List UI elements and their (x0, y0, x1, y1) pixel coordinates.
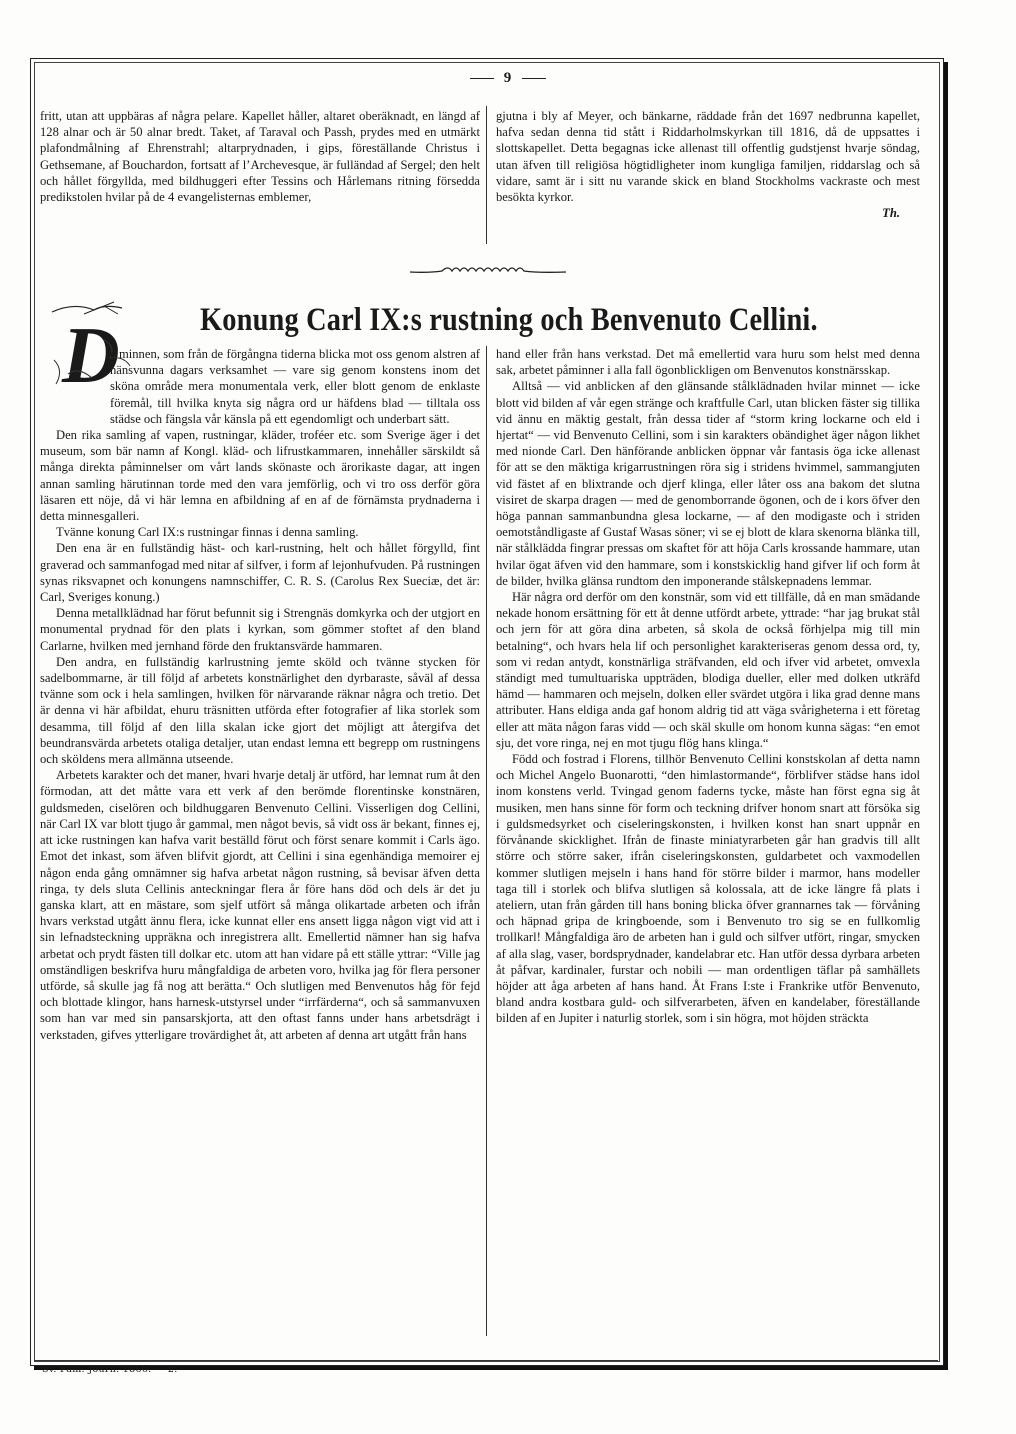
article-paragraph: Den andra, en fullständig karlrustning jemte sköld och tvänne stycken för sadelbommarne, är till följd af arbetets konstnärlighet den dyrbaraste, såväl af dessa tvänne som ock i hela samlingen, hvilken för närvarande räknar några och tretio. Det är denna vi här afbildat, ehuru träsnitten utförda efter fotografier af lika storlek som desamma, till följd af den lilla skalan icke gjort det möjligt att återgifva det beundransvärda arbetets otaliga detaljer, utan endast lemna ett begrepp om rustningens och sköldens mera allmänna utseende. (40, 654, 480, 767)
top-right-column (496, 108, 920, 221)
article-paragraph: Den ena är en fullständig häst- och karl-rustning, helt och hållet förgylld, fint graverad och sammanfogad med nitar af silfver, i form af lejonhufvuden. På rustningen synas riksvapnet och konungens namnschiffer, C. R. S. (Carolus Rex Sueciæ, det är: Carl, Sveriges konung.) (40, 541, 480, 605)
article-left-column (40, 346, 480, 1043)
footer-rule (34, 1360, 938, 1361)
article-paragraph: Denna metallklädnad har förut befunnit sig i Strengnäs domkyrka och der utgjort en monumental prydnad för den plats i kyrkan, som gömmer stoftet af den bland Carlarne, hvilken med jernhand förde den fruktansvärde hammaren. (40, 606, 480, 653)
ornament-divider (408, 262, 568, 278)
footer-signature: Sv. Fam.-Journ. 1866. — 2. (42, 1364, 178, 1375)
page-number-text: 9 (503, 70, 513, 86)
page-number (0, 70, 1016, 87)
top-left-column (40, 108, 480, 205)
article-column-divider (486, 346, 487, 1336)
article-paragraph: Född och fostrad i Florens, tillhör Benvenuto Cellini konstskolan af detta namn och Michel Angelo Buonarotti, “den himlastormande“, förblifver städse hans idol inom konstens verld. Tvingad genom faderns tycke, måste han först egna sig åt musiken, men hans sinne för form och teckning drifver honom snart att försöka sig i guldsmedsyrket och ciseleringskonsten, i hvilken konst han snart uppnår en förvånande skicklighet. Ifrån de finaste miniatyrarbeten går han gradvis till allt större och större saker, ifrån ciseleringskonsten, guldarbetet och vaxmodellen kommer slutligen mejseln i hans hand för större bilder i marmor, hans modeller taga till i storlek och blifva slutligen så kolossala, att de icke längre få plats i ateliern, utan från gården till hans boning blicka öfver grannarnes tak — förvåning och häpnad gripa de kringboende, som i Benvenuto tro sig se en fullkomlig trollkarl! Mångfaldiga äro de arbeten han i guld och silfver utfört, ringar, smycken af alla slag, vaser, bordsprydnader, kandelabrar etc. Han utför dessa dyrbara arbeten åt påfvar, kardinaler, furstar och nobili — man ordentligen täflar på samhällets höjder att åga arbeten af hans hand. Åt Frans I:ste i Frankrike utför Benvenuto, bland andra kostbara guld- och silfverarbeten, äfven en kandelaber, föreställande bilden af en Jupiter i naturlig storlek, som i sin högra, mot höjden sträckta (496, 752, 920, 1026)
top-left-paragraph: fritt, utan att uppbäras af några pelare. Kapellet håller, altaret oberäknadt, en längd af 128 alnar och är 50 alnar bredt. Taket, af Taraval och Passh, prydes med en utmärkt plafondmålning af Ehrenstrahl; altarprydnaden, i gips, föreställande Christus i Gethsemane, af Bouchardon, fortsatt af l’Archevesque, är fulländad af Sergel; den helt och hållet förgyllda, med bildhuggeri efter Tessins och Hårlemans ritning försedda predikstolen hvilar på de 4 evangelisternas emblemer, (40, 109, 480, 205)
article-paragraph: Arbetets karakter och det maner, hvari hvarje detalj är utförd, har lemnat rum åt den förmodan, att det måtte vara ett verk af den berömde florentinske konstnären, guldsmeden, ciselören och bildhuggaren Benvenuto Cellini. Visserligen dog Cellini, när Carl IX var blott tjugo år gammal, men något bevis, så vidt oss är bekant, finnes ej, att icke rustningen kan hafva varit beställd förut och först senare kommit i Carls ägo. Emot det inkast, som äfven blifvit gjordt, att Cellini i sina egenhändiga memoirer ej någon enda gång omnämner sig hafva arbetat någon rustning, så bevisar äfven detta ringa, ty dels sluta Cellinis anteckningar flera år före hans död och dels är det ju ganska klart, att en mästare, som sjelf utfört så många olikartade arbeten och ifrån hvars verkstad utgått ännu flera, icke kunnat eller ens ansett ligga någon vigt vid att i sin lefnadsteckning uppräkna och inregistrera allt. Emellertid nämner han sig hafva arbetat och prydt fästen till dolkar etc. utom att han vidare på ett ställe yttrar: “Ville jag omständligen beskrifva huru mångfaldiga de arbeten voro, hvilka jag för flera personer utförde, så skulle jag få nog att berätta.“ Och slutligen med Benvenutos håg för fejd och blottade klingor, hans harnesk-utstyrsel under “irrfärderna“, och så sammanvuxen som han var med sin pansarskjorta, att den oftast fanns under hans arbetsdrägt i verkstaden, gifves ytterligare trovärdighet åt, att arbeten af denna art utgått från hans (40, 768, 480, 1042)
article-title: Konung Carl IX:s rustning och Benvenuto Cellini. (200, 302, 818, 338)
page-number-dash-left (470, 78, 494, 79)
article-paragraph: Den rika samling af vapen, rustningar, kläder, troféer etc. som Sverige äger i det museum, som bär namn af Kongl. kläd- och lifrustkammaren, innehåller särskildt så många direkta påminnelser om vårt lands skönaste och ärorikaste dagar, att ingen annan samling härutinnan torde med den vara jemförlig, och vi tro oss derför göra läsaren ett nöje, då vi här lemna en afbildning af en af de förnämsta prydnaderna i detta minnesgalleri. (40, 428, 480, 524)
page-number-dash-right (522, 78, 546, 79)
top-column-divider (486, 106, 487, 244)
article-right-column (496, 346, 920, 1027)
article-paragraph: e minnen, som från de förgångna tiderna blicka mot oss genom alstren af hänsvunna dagars verksamhet — vare sig genom konstens inom det sköna område mera monumentala verk, eller blott genom de enklaste föremål, till hvilka knyta sig några ord ur häfdens blad — tilltala oss städse och fängsla vår känsla på ett egendomligt och underbart sätt. (110, 347, 480, 426)
top-right-paragraph: gjutna i bly af Meyer, och bänkarne, räddade från det 1697 nedbrunna kapellet, hafva sedan denna tid stått i Riddarholmskyrkan till 1816, då de uppsattes i slottskapellet. Detta begagnas icke allenast till offentlig gudstjenst hvarje söndag, utan äfven till religiösa högtidligheter inom kungliga familjen, riddarslag och så vidare, samt är i sitt nu varande skick en bland Stockholms vackraste och mest besökta kyrkor. (496, 109, 920, 205)
article-paragraph: Här några ord derför om den konstnär, som vid ett tillfälle, då en man smädande nekade honom ersättning för ett åt denne utfördt arbete, yttrade: “har jag brukat stål och jern för att göra dina arbeten, så skola de också förhjelpa mig till min betalning“, och hvars hela lif och personlighet karakteriseras genom dessa ord, ty, som vi redan antydt, konstnärliga sträfvanden, eld och ifver vid arbetet, omvexla ständigt med tumultuariska uppträden, blodiga dueller, eller med dolken utkräfd hämd — hammaren och mejseln, dolken eller svärdet utgöra i lika grad denne mans attributer. Hans eldiga anda gaf honom aldrig tid att väga svårigheterna i ett företag eller att mäta någon faras vidd — och skäl skulle om honom kunna sägas: “en emot sju, det vore ringa, nej en mot tjugu flög hans klinga.“ (496, 590, 920, 750)
article-paragraph: Tvänne konung Carl IX:s rustningar finnas i denna samling. (56, 525, 359, 540)
initial-letter: D (62, 312, 120, 394)
article-paragraph: hand eller från hans verkstad. Det må emellertid vara huru som helst med denna sak, arbetet påminner i alla fall ögonblickligen om Benvenutos konstnärsskap. (496, 347, 920, 378)
article-paragraph: Alltså — vid anblicken af den glänsande stålklädnaden hvilar minnet — icke blott vid bilden af vår egen stränge och kraftfulle Carl, utan blicken fäster sig tillika vid ännu en mäktig gestalt, från dessa tider af “storm kring lockarne och eld i hjertat“ — vid Benvenuto Cellini, som i sin karakters obändighet äger någon likhet med nionde Carl. Den hänförande anblicken öppnar vår fantasis öga icke allenast för att se den mäktiga krigarrustningen röra sig i stridens hvimmel, sammangjuten vid fästet af en blixtrande och djerf klinga, eller låter oss ana bakom det slutna visiret de skarpa dragen — med de genomborrande ögonen, och de i kors öfver den höga pannan sammanbundna glesa lockarne, — af den modigaste och i striden oemotståndligaste af Gustaf Wasas söner; vi se ej blott de klara skenorna blänka till, när stålklädda fingrar pressas om skaftet för att höja Carls krossande hammare, utan hvilar ögat äfven vid den hammare, som i konstskicklig hand gifver lif och form åt de bilder, hvilka glänsa rundtom den imponerande stålskepnadens lemmar. (496, 379, 920, 588)
signature: Th. (882, 206, 900, 221)
